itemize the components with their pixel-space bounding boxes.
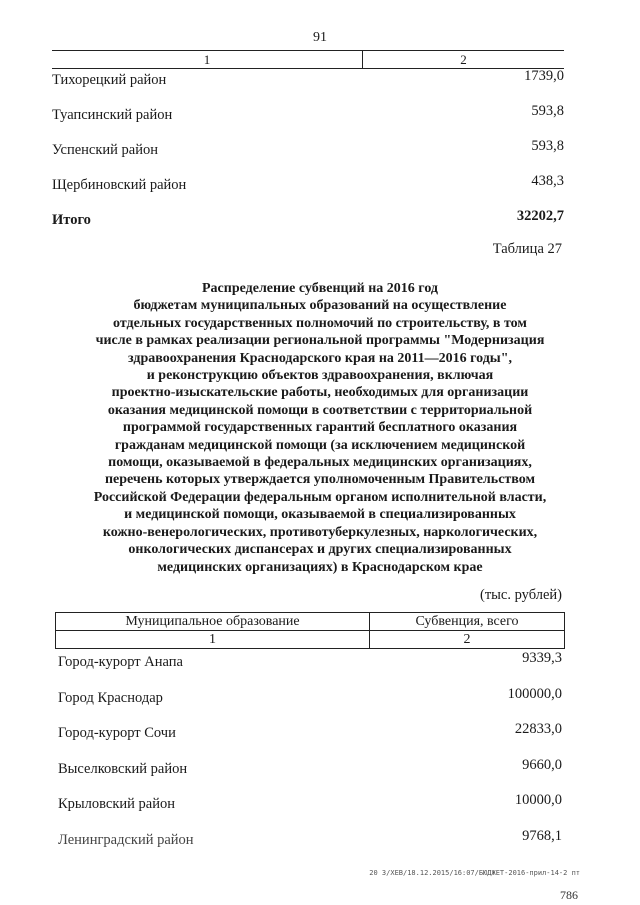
row-name: Крыловский район xyxy=(58,796,175,813)
row-value: 100000,0 xyxy=(507,685,562,702)
row-value: 22833,0 xyxy=(514,721,562,738)
row-value: 10000,0 xyxy=(514,792,562,809)
row-value: 1739,0 xyxy=(524,68,564,84)
row-value: 593,8 xyxy=(531,138,564,154)
title-line: программой государственных гарантий бесплатного оказания xyxy=(122,420,518,436)
page-number: 91 xyxy=(313,30,327,45)
row-name: Щербиновский район xyxy=(52,177,187,193)
row-value: 438,3 xyxy=(531,173,564,189)
table-label: Таблица 27 xyxy=(492,241,562,257)
table-row xyxy=(52,68,564,107)
table-title xyxy=(55,280,585,576)
table-row xyxy=(52,173,564,212)
row-name: Тихорецкий район xyxy=(52,72,167,88)
row-value: 593,8 xyxy=(531,103,564,119)
title-line: проектно-изыскательские работы, необходимых для организации xyxy=(111,385,529,401)
header-municipality: Муниципальное образование xyxy=(56,613,370,631)
column-number-2: 2 xyxy=(460,52,467,67)
title-line: оказания медицинской помощи в соответствии с территориальной xyxy=(107,402,533,418)
title-line: помощи, оказываемой в федеральных медицинских организациях, xyxy=(108,455,532,471)
row-value: 9660,0 xyxy=(522,756,562,773)
total-row xyxy=(52,208,564,247)
row-name: Выселковский район xyxy=(58,760,188,777)
main-table-body xyxy=(58,650,562,868)
units-label: (тыс. рублей) xyxy=(480,587,562,603)
title-line: кожно-венерологических, противотуберкулезных, наркологических, xyxy=(102,524,538,540)
title-line: онкологических диспансерах и других специализированных xyxy=(128,542,512,558)
footer-page-number: 786 xyxy=(560,888,578,902)
top-table-column-header xyxy=(52,50,564,69)
table-row xyxy=(52,138,564,177)
row-name: Город Краснодар xyxy=(58,689,163,706)
title-line: Распределение субвенций на 2016 год xyxy=(202,281,438,296)
total-value: 32202,7 xyxy=(516,208,564,224)
main-table-header xyxy=(55,612,565,649)
title-line: медицинских организациях) в Краснодарском крае xyxy=(157,559,483,575)
title-line: гражданам медицинской помощи (за исключением медицинской xyxy=(114,437,526,453)
table-row xyxy=(58,685,562,726)
row-value: 9768,1 xyxy=(522,827,562,844)
title-line: перечень которых утверждается уполномоченным Правительством xyxy=(104,472,536,488)
row-name: Туапсинский район xyxy=(52,107,173,123)
row-value: 9339,3 xyxy=(522,650,562,666)
title-line: и реконструкцию объектов здравоохранения, включая xyxy=(146,368,494,384)
top-table-body xyxy=(52,68,564,247)
row-name: Ленинградский район xyxy=(58,831,194,848)
table-row xyxy=(58,721,562,761)
total-label: Итого xyxy=(52,212,91,228)
table-row xyxy=(58,792,562,832)
footer-document-code: 20 З/ХЕВ/18.12.2015/16:07/БЮДЖЕТ-2016-прил-14-2 пт xyxy=(369,869,580,877)
column-number-1: 1 xyxy=(52,51,363,68)
title-line: отдельных государственных полномочий по строительству, в том xyxy=(113,315,527,331)
table-row xyxy=(52,103,564,142)
row-name: Город-курорт Сочи xyxy=(58,725,176,742)
table-row xyxy=(58,827,562,868)
table-row xyxy=(58,756,562,797)
header-subvention: Субвенция, всего xyxy=(370,613,565,631)
row-name: Город-курорт Анапа xyxy=(58,654,183,670)
title-line: бюджетам муниципальных образований на осуществление xyxy=(133,298,507,314)
row-name: Успенский район xyxy=(52,142,158,158)
title-line: Российской Федерации федеральным органом исполнительной власти, xyxy=(93,489,547,505)
title-line: и медицинской помощи, оказываемой в специализированных xyxy=(124,507,516,523)
column-number-1: 1 xyxy=(56,631,370,649)
title-line: числе в рамках реализации региональной программы "Модернизация xyxy=(95,333,545,349)
table-row xyxy=(58,650,562,690)
column-number-2: 2 xyxy=(370,631,565,649)
title-line: здравоохранения Краснодарского края на 2011—2016 годы", xyxy=(127,350,513,366)
